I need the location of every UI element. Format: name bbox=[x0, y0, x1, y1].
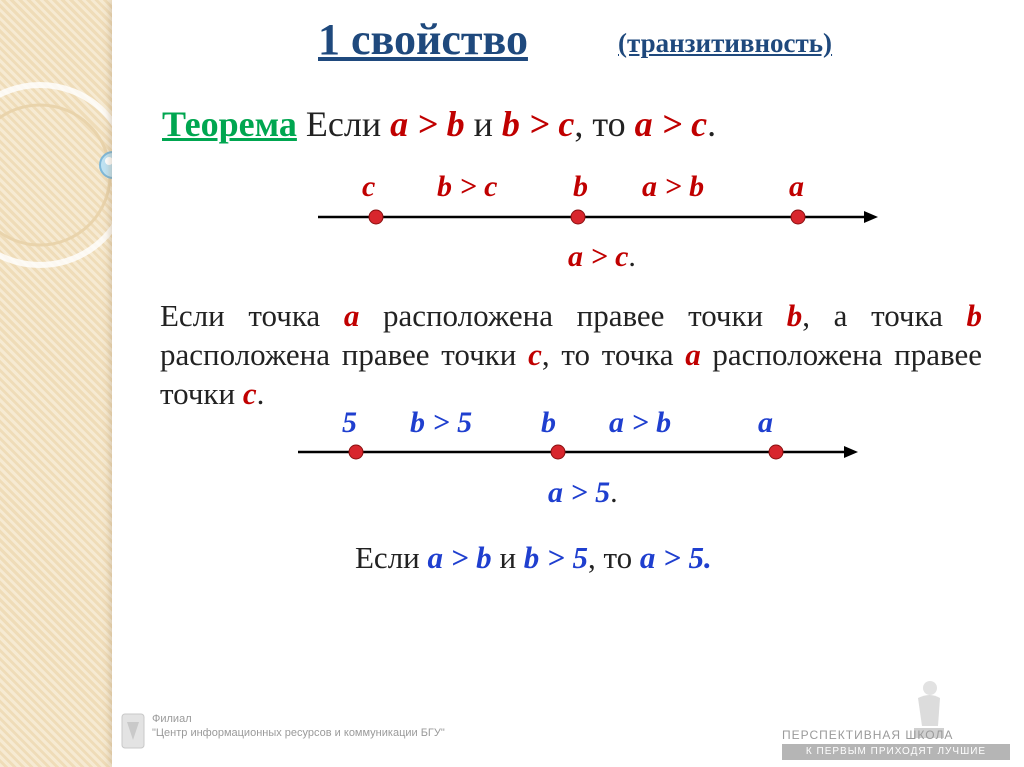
footer-line-2: "Центр информационных ресурсов и коммуникации БГУ" bbox=[152, 727, 445, 739]
theorem-conclusion: a > c bbox=[634, 104, 708, 144]
para-text-2: расположена правее точки bbox=[359, 298, 787, 333]
numberline1-result-text: a > c bbox=[568, 240, 629, 273]
theorem-premise-2: b > c bbox=[501, 104, 575, 144]
numberline2-point-a bbox=[769, 445, 783, 459]
numberline1-label-a: a bbox=[789, 170, 804, 203]
para-text-6: расположена правее точки bbox=[160, 337, 982, 411]
para-var-c-2: c bbox=[242, 376, 257, 411]
conclusion-statement bbox=[355, 540, 712, 576]
numberline1-label-c: c bbox=[362, 170, 376, 203]
numberline1-label-b: b bbox=[573, 170, 588, 203]
theorem-then: , то bbox=[574, 104, 626, 144]
numberline2 bbox=[290, 440, 870, 464]
theorem-statement bbox=[162, 103, 716, 145]
numberline2-result-dot: . bbox=[610, 476, 618, 509]
conclusion-premise-2: b > 5 bbox=[523, 540, 588, 575]
numberline2-label-a-gt-b: a > b bbox=[609, 406, 672, 439]
para-var-a-2: a bbox=[685, 337, 701, 372]
numberline2-label-b: b bbox=[541, 406, 556, 439]
slide-title: 1 свойство bbox=[318, 15, 528, 64]
decorative-circles bbox=[0, 0, 130, 767]
numberline1-result-dot: . bbox=[628, 240, 636, 273]
conclusion-and: и bbox=[491, 540, 524, 575]
para-text-5: , то точка bbox=[541, 337, 686, 372]
numberline1 bbox=[310, 205, 890, 229]
para-var-b-1: b bbox=[786, 298, 803, 333]
brand-title: ПЕРСПЕКТИВНАЯ ШКОЛА bbox=[782, 728, 954, 742]
theorem-word: Теорема bbox=[162, 104, 297, 144]
numberline2-result bbox=[548, 476, 618, 510]
numberline2-label-5: 5 bbox=[342, 406, 357, 439]
theorem-end: . bbox=[707, 104, 717, 144]
footer-branch-info bbox=[152, 712, 445, 740]
numberline2-label-b-gt-5: b > 5 bbox=[410, 406, 473, 439]
slide-subtitle: (транзитивность) bbox=[618, 28, 833, 58]
numberline1-point-a bbox=[791, 210, 805, 224]
conclusion-premise-1: a > b bbox=[427, 540, 492, 575]
numberline1-point-b bbox=[571, 210, 585, 224]
numberline2-label-a: a bbox=[758, 406, 773, 439]
university-emblem-icon bbox=[120, 712, 146, 752]
theorem-premise-1: a > b bbox=[390, 104, 465, 144]
numberline2-point-5 bbox=[349, 445, 363, 459]
para-var-c-1: c bbox=[528, 337, 542, 372]
brand-slogan: К ПЕРВЫМ ПРИХОДЯТ ЛУЧШИЕ bbox=[782, 744, 1010, 760]
theorem-if: Если bbox=[305, 104, 382, 144]
conclusion-if: Если bbox=[355, 540, 428, 575]
para-text-7: . bbox=[256, 376, 265, 411]
explanation-paragraph bbox=[160, 296, 982, 413]
para-var-a-1: a bbox=[343, 298, 360, 333]
conclusion-then: , то bbox=[587, 540, 640, 575]
numberline1-arrow-icon bbox=[864, 211, 878, 223]
numberline2-arrow-icon bbox=[844, 446, 858, 458]
numberline1-label-b-gt-c: b > c bbox=[437, 170, 498, 203]
theorem-and: и bbox=[473, 104, 493, 144]
para-var-b-2: b bbox=[966, 298, 982, 333]
para-text-4: расположена правее точки bbox=[160, 337, 529, 372]
numberline2-result-text: a > 5 bbox=[548, 476, 611, 509]
para-text-3: , а точка bbox=[802, 298, 967, 333]
footer-line-1: Филиал bbox=[152, 713, 192, 725]
numberline1-result bbox=[568, 240, 636, 274]
numberline1-point-c bbox=[369, 210, 383, 224]
conclusion-result: a > 5. bbox=[639, 540, 712, 575]
para-text-1: Если точка bbox=[160, 298, 344, 333]
numberline1-label-a-gt-b: a > b bbox=[642, 170, 705, 203]
numberline2-point-b bbox=[551, 445, 565, 459]
